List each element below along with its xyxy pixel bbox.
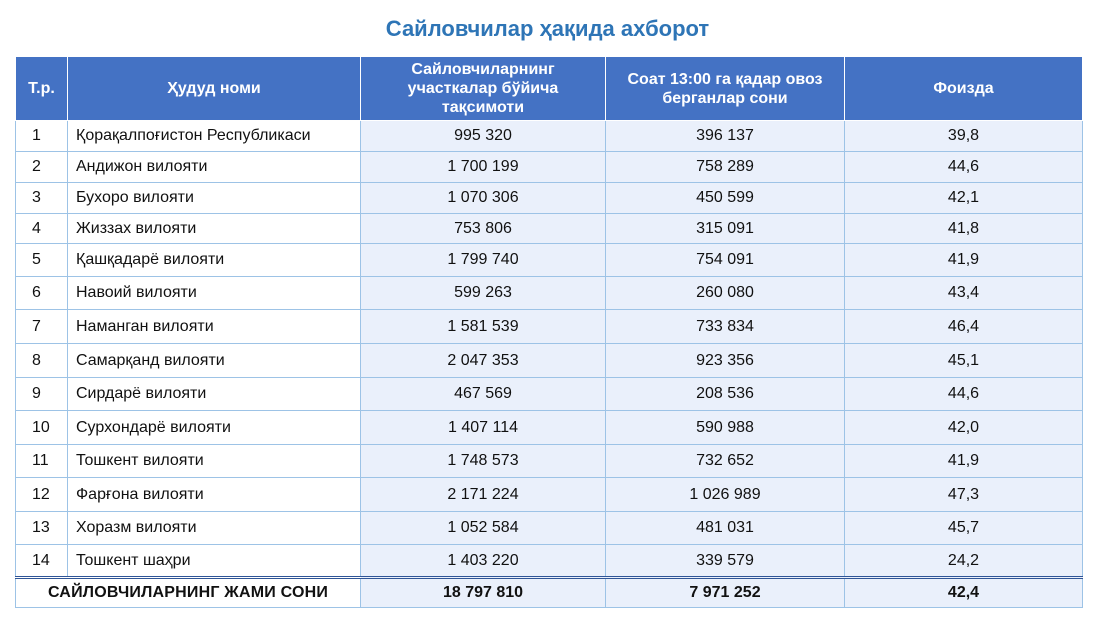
row-num: 10 [16, 411, 68, 445]
table-header-row [16, 57, 1083, 121]
row-region: Навоий вилояти [68, 277, 361, 310]
table-row [16, 344, 1083, 378]
row-voted: 590 988 [606, 411, 845, 445]
row-voters: 1 070 306 [361, 183, 606, 214]
row-num: 9 [16, 378, 68, 411]
row-region: Хоразм вилояти [68, 512, 361, 545]
row-percent: 41,8 [845, 214, 1083, 244]
total-voted: 7 971 252 [606, 578, 845, 608]
voters-table [15, 56, 1083, 608]
row-num: 14 [16, 545, 68, 578]
total-percent: 42,4 [845, 578, 1083, 608]
table-row [16, 411, 1083, 445]
row-voted: 732 652 [606, 445, 845, 478]
row-voters: 753 806 [361, 214, 606, 244]
row-num: 12 [16, 478, 68, 512]
table-row [16, 378, 1083, 411]
row-voters: 1 407 114 [361, 411, 606, 445]
row-voters: 1 799 740 [361, 244, 606, 277]
row-num: 13 [16, 512, 68, 545]
row-num: 5 [16, 244, 68, 277]
row-region: Бухоро вилояти [68, 183, 361, 214]
row-voted: 733 834 [606, 310, 845, 344]
row-num: 6 [16, 277, 68, 310]
row-percent: 45,7 [845, 512, 1083, 545]
table-row [16, 310, 1083, 344]
row-voted: 396 137 [606, 121, 845, 152]
table-row [16, 214, 1083, 244]
row-num: 7 [16, 310, 68, 344]
row-region: Тошкент вилояти [68, 445, 361, 478]
row-percent: 39,8 [845, 121, 1083, 152]
row-percent: 41,9 [845, 244, 1083, 277]
header-voted: Соат 13:00 га қадар овоз берганлар сони [606, 57, 845, 121]
row-voters: 2 171 224 [361, 478, 606, 512]
row-num: 8 [16, 344, 68, 378]
row-region: Сурхондарё вилояти [68, 411, 361, 445]
header-percent: Фоизда [845, 57, 1083, 121]
row-voters: 599 263 [361, 277, 606, 310]
table-row [16, 445, 1083, 478]
header-num: Т.р. [16, 57, 68, 121]
row-num: 3 [16, 183, 68, 214]
row-num: 1 [16, 121, 68, 152]
row-voted: 315 091 [606, 214, 845, 244]
row-voted: 923 356 [606, 344, 845, 378]
header-voters: Сайловчиларнинг участкалар бўйича тақсимоти [361, 57, 606, 121]
row-num: 11 [16, 445, 68, 478]
row-percent: 42,1 [845, 183, 1083, 214]
row-voters: 995 320 [361, 121, 606, 152]
total-voters: 18 797 810 [361, 578, 606, 608]
row-voted: 754 091 [606, 244, 845, 277]
row-percent: 47,3 [845, 478, 1083, 512]
table-row [16, 121, 1083, 152]
row-region: Сирдарё вилояти [68, 378, 361, 411]
row-voted: 450 599 [606, 183, 845, 214]
row-region: Қашқадарё вилояти [68, 244, 361, 277]
row-voted: 481 031 [606, 512, 845, 545]
table-row [16, 277, 1083, 310]
row-voted: 1 026 989 [606, 478, 845, 512]
row-percent: 46,4 [845, 310, 1083, 344]
row-percent: 41,9 [845, 445, 1083, 478]
row-num: 2 [16, 152, 68, 183]
row-num: 4 [16, 214, 68, 244]
table-row [16, 478, 1083, 512]
table-row [16, 545, 1083, 578]
page-title: Сайловчилар ҳақида ахборот [385, 16, 710, 41]
row-region: Самарқанд вилояти [68, 344, 361, 378]
row-region: Наманган вилояти [68, 310, 361, 344]
row-voters: 467 569 [361, 378, 606, 411]
row-percent: 45,1 [845, 344, 1083, 378]
table-row [16, 183, 1083, 214]
table-row [16, 244, 1083, 277]
row-voted: 208 536 [606, 378, 845, 411]
row-region: Фарғона вилояти [68, 478, 361, 512]
row-voters: 1 700 199 [361, 152, 606, 183]
row-percent: 42,0 [845, 411, 1083, 445]
table-body [16, 121, 1083, 578]
row-percent: 44,6 [845, 152, 1083, 183]
row-voted: 260 080 [606, 277, 845, 310]
row-percent: 24,2 [845, 545, 1083, 578]
row-voters: 1 403 220 [361, 545, 606, 578]
header-region: Ҳудуд номи [68, 57, 361, 121]
row-voted: 339 579 [606, 545, 845, 578]
row-voters: 1 581 539 [361, 310, 606, 344]
table-row [16, 512, 1083, 545]
total-row [16, 578, 1083, 608]
row-region: Андижон вилояти [68, 152, 361, 183]
row-percent: 43,4 [845, 277, 1083, 310]
row-region: Тошкент шаҳри [68, 545, 361, 578]
row-region: Қорақалпоғистон Республикаси [68, 121, 361, 152]
row-voters: 1 052 584 [361, 512, 606, 545]
row-region: Жиззах вилояти [68, 214, 361, 244]
row-percent: 44,6 [845, 378, 1083, 411]
row-voted: 758 289 [606, 152, 845, 183]
total-label: САЙЛОВЧИЛАРНИНГ ЖАМИ СОНИ [16, 578, 361, 608]
table-row [16, 152, 1083, 183]
row-voters: 1 748 573 [361, 445, 606, 478]
row-voters: 2 047 353 [361, 344, 606, 378]
